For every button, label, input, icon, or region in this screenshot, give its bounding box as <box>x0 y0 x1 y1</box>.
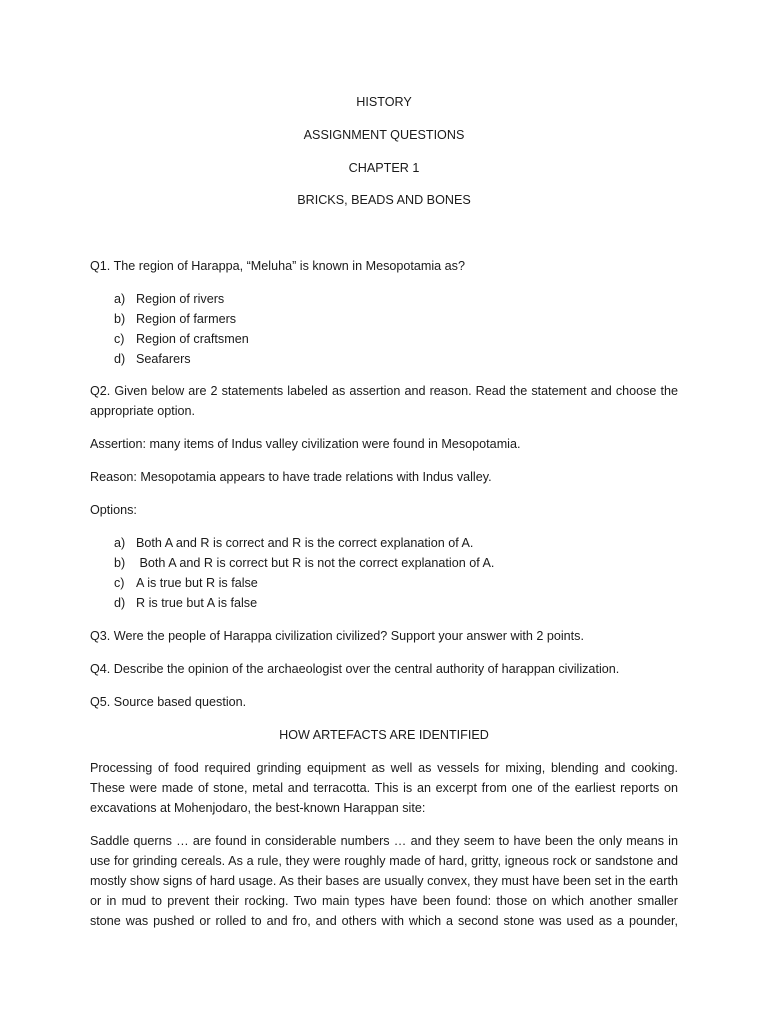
option-b <box>114 553 674 573</box>
option-a <box>114 533 674 553</box>
options-label: Options: <box>90 503 137 517</box>
question-5: Q5. Source based question. <box>90 695 247 709</box>
source-paragraph-1: Processing of food required grinding equipment as well as vessels for mixing, blending and cooking. These were made of stone, metal and terracotta. This is an excerpt from one of the earliest reports on excavations at Mohenjodaro, the best-known Harappan site: <box>90 761 678 815</box>
option-c <box>114 329 674 349</box>
option-text: Region of craftsmen <box>136 332 249 346</box>
question-1: Q1. The region of Harappa, “Meluha” is known in Mesopotamia as? <box>90 259 465 273</box>
option-b <box>114 309 674 329</box>
option-marker: b) <box>114 556 126 570</box>
option-text: Both A and R is correct and R is the correct explanation of A. <box>136 536 474 550</box>
question-1-options <box>114 289 674 369</box>
assertion-statement: Assertion: many items of Indus valley civilization were found in Mesopotamia. <box>90 437 521 451</box>
option-text: A is true but R is false <box>136 576 258 590</box>
source-title: HOW ARTEFACTS ARE IDENTIFIED <box>279 728 489 742</box>
option-marker: c) <box>114 576 125 590</box>
reason-statement: Reason: Mesopotamia appears to have trade relations with Indus valley. <box>90 470 492 484</box>
assignment-heading: ASSIGNMENT QUESTIONS <box>303 128 465 142</box>
option-a <box>114 289 674 309</box>
option-text: Region of farmers <box>136 312 237 326</box>
option-marker: d) <box>114 352 126 366</box>
option-text: Both A and R is correct but R is not the correct explanation of A. <box>136 556 495 570</box>
option-marker: a) <box>114 292 126 306</box>
question-3: Q3. Were the people of Harappa civilization civilized? Support your answer with 2 points. <box>90 629 584 643</box>
option-marker: c) <box>114 332 125 346</box>
option-text: Region of rivers <box>136 292 225 306</box>
option-marker: b) <box>114 312 126 326</box>
option-marker: a) <box>114 536 126 550</box>
question-2-options <box>114 533 674 613</box>
question-4: Q4. Describe the opinion of the archaeologist over the central authority of harappan civilization. <box>90 662 620 676</box>
subject-heading: HISTORY <box>356 95 412 109</box>
source-paragraph-2: Saddle querns … are found in considerable numbers … and they seem to have been the only means in use for grinding cereals. As a rule, they were roughly made of hard, gritty, igneous rock or sandstone and mostly show signs of hard usage. As their bases are usually convex, they must have been set in the earth or in mud to prevent their rocking. Two main types have been found: those on which another smaller stone was pushed or rolled to and fro, and others with which a second stone was used as a pounder, <box>90 834 678 928</box>
option-d <box>114 349 674 369</box>
chapter-heading: CHAPTER 1 <box>348 161 420 175</box>
question-2: Q2. Given below are 2 statements labeled as assertion and reason. Read the statement and choose the appropriate option. <box>90 384 678 418</box>
option-text: Seafarers <box>136 352 191 366</box>
option-d <box>114 593 674 613</box>
chapter-title: BRICKS, BEADS AND BONES <box>297 193 471 207</box>
option-marker: d) <box>114 596 126 610</box>
option-c <box>114 573 674 593</box>
option-text: R is true but A is false <box>136 596 258 610</box>
